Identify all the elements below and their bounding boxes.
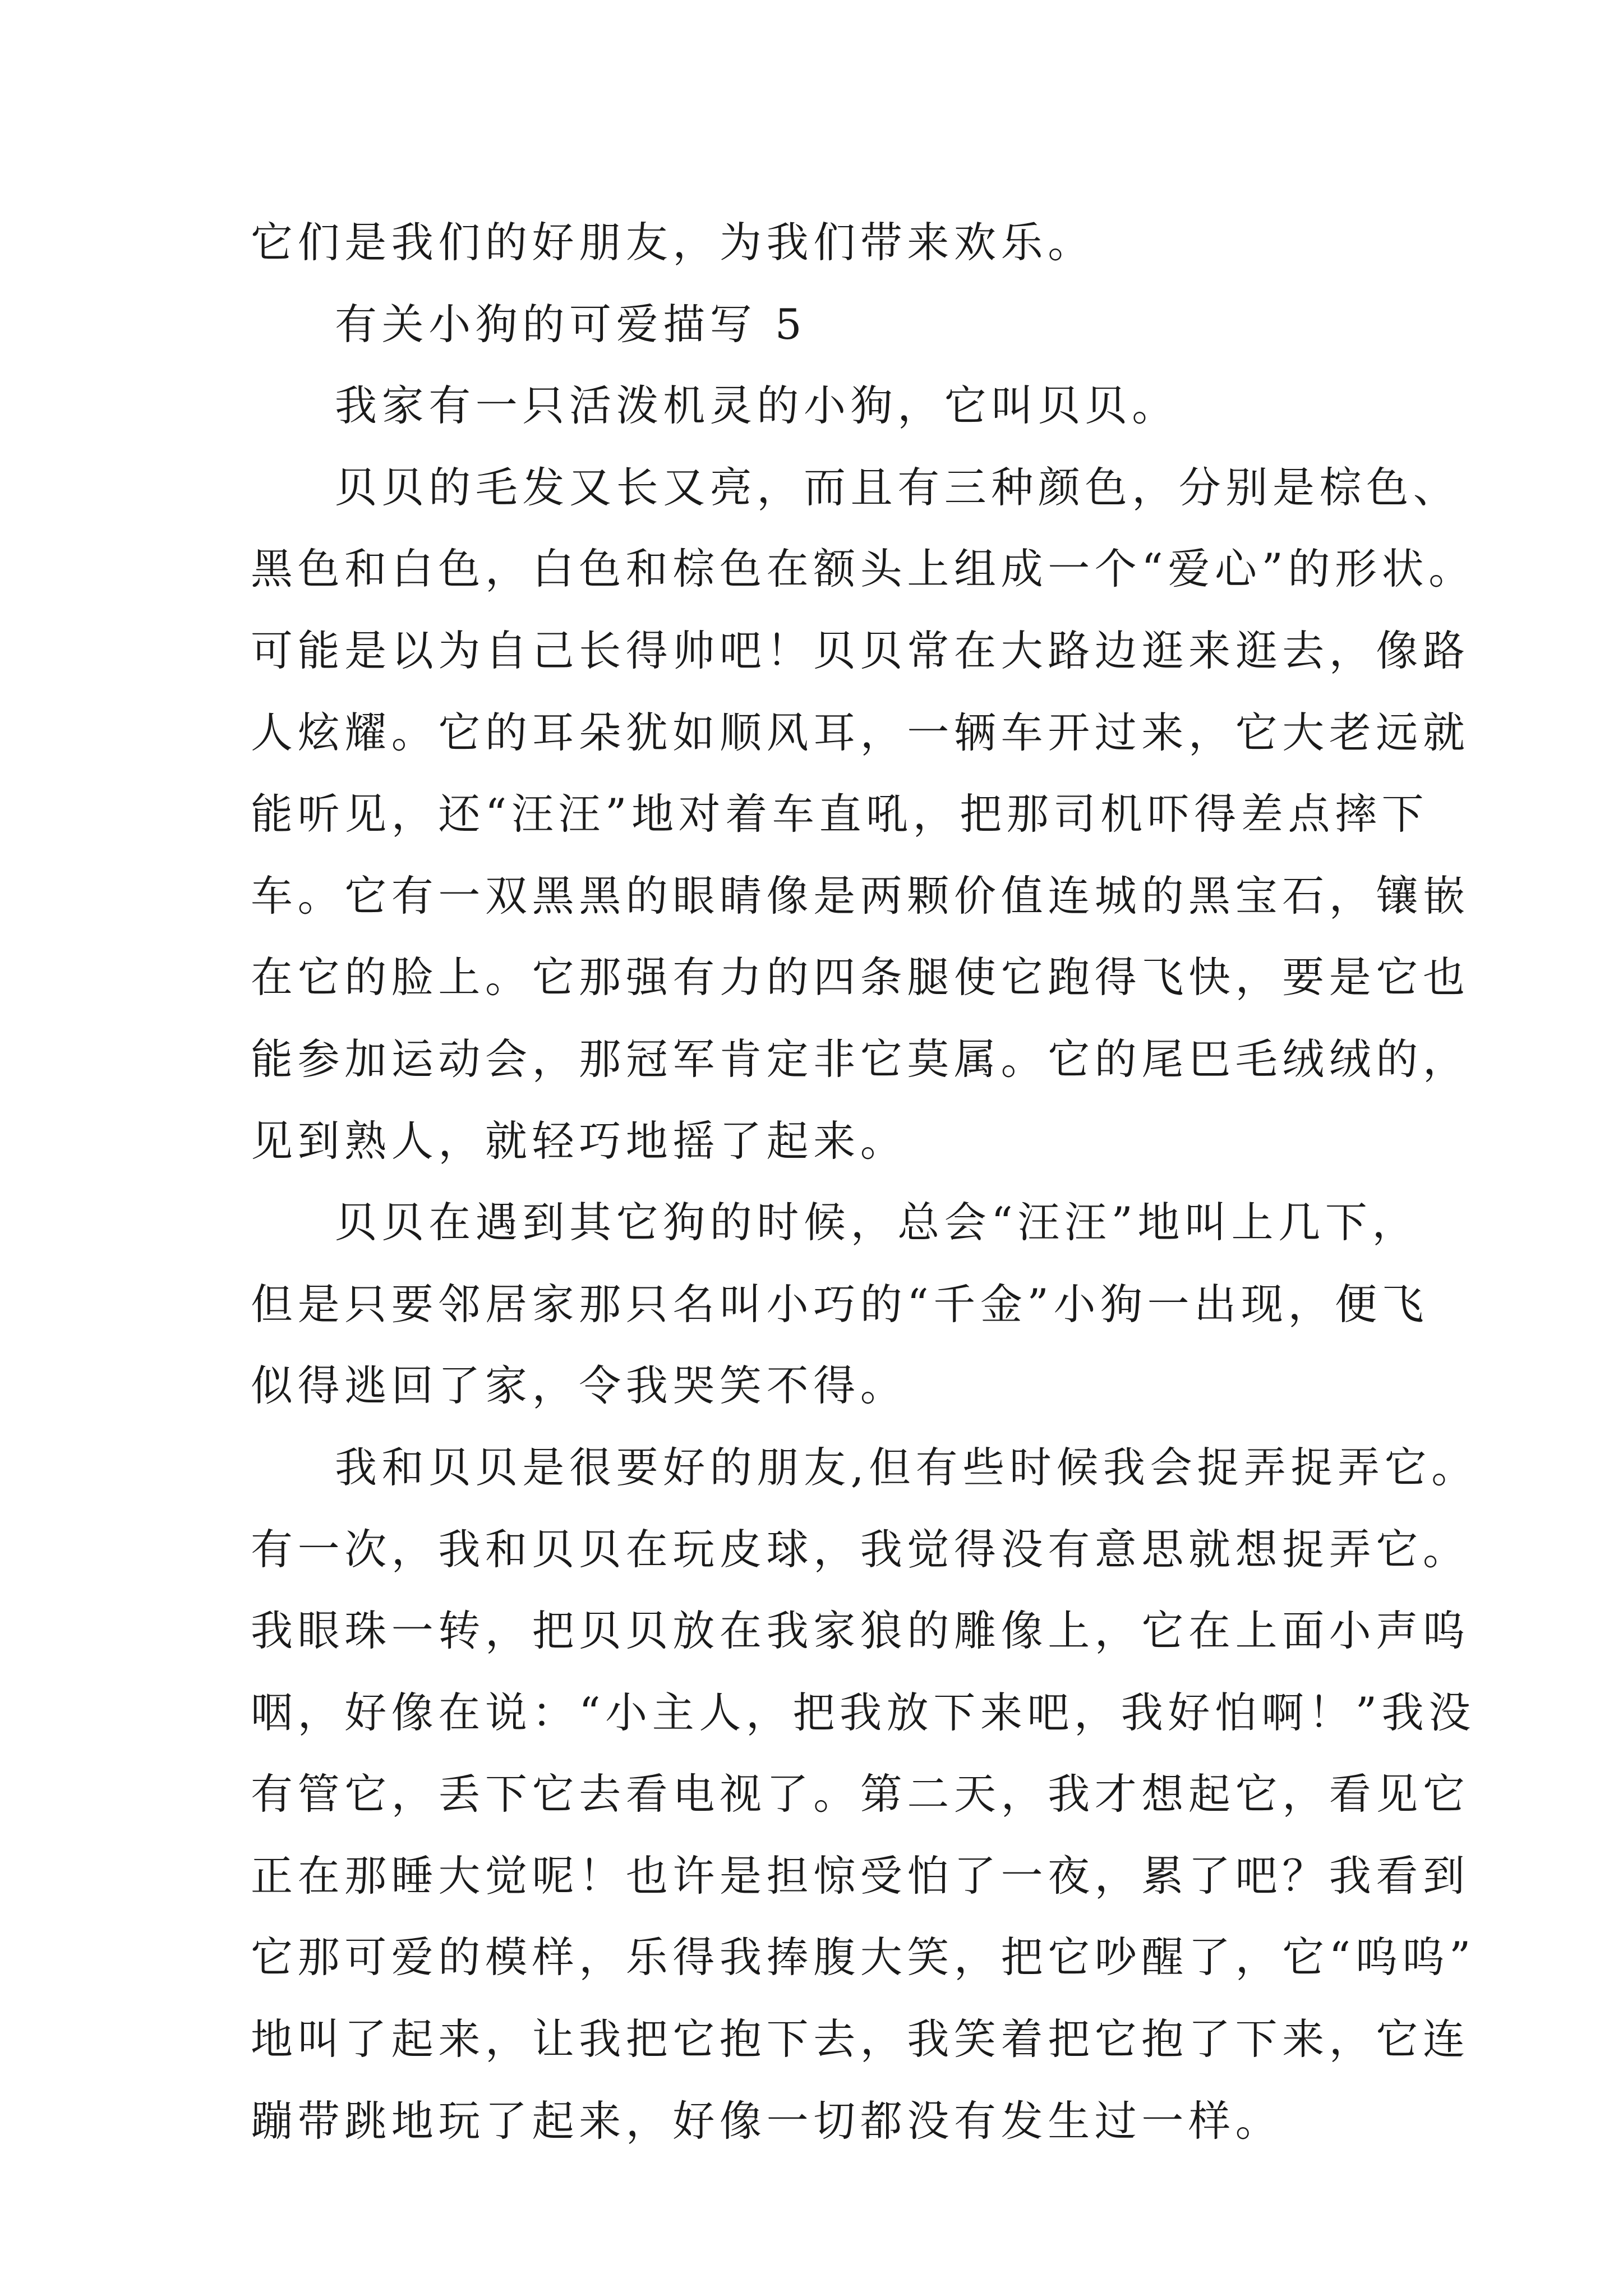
text-line-17: 有一次，我和贝贝在玩皮球，我觉得没有意思就想捉弄它。 (251, 1524, 1470, 1574)
document-body (251, 202, 1478, 2162)
text-line-3: 我家有一只活泼机灵的小狗，它叫贝贝。 (335, 381, 1179, 431)
text-line-20: 有管它，丢下它去看电视了。第二天，我才想起它，看见它 (251, 1769, 1470, 1819)
text-line-1: 它们是我们的好朋友，为我们带来欢乐。 (251, 218, 1095, 267)
text-line-24: 蹦带跳地玩了起来，好像一切都没有发生过一样。 (251, 2096, 1283, 2146)
text-line-21: 正在那睡大觉呢！也许是担惊受怕了一夜，累了吧？我看到 (251, 1851, 1470, 1901)
text-line-7: 人炫耀。它的耳朵犹如顺风耳，一辆车开过来，它大老远就 (251, 707, 1470, 757)
text-line-22: 它那可爱的模样，乐得我捧腹大笑，把它吵醒了，它“呜呜” (251, 1932, 1476, 1982)
section-heading: 有关小狗的可爱描写 5 (335, 299, 807, 349)
text-line-23: 地叫了起来，让我把它抱下去，我笑着把它抱了下来，它连 (251, 2014, 1470, 2064)
text-line-9: 车。它有一双黑黑的眼睛像是两颗价值连城的黑宝石，镶嵌 (251, 871, 1470, 921)
text-line-4: 贝贝的毛发又长又亮，而且有三种颜色，分别是棕色、 (335, 462, 1460, 512)
text-line-13: 贝贝在遇到其它狗的时候，总会“汪汪”地叫上几下， (335, 1198, 1419, 1248)
text-line-16: 我和贝贝是很要好的朋友,但有些时候我会捉弄捉弄它。 (335, 1442, 1478, 1492)
text-line-12: 见到熟人，就轻巧地摇了起来。 (251, 1116, 907, 1166)
text-line-18: 我眼珠一转，把贝贝放在我家狼的雕像上，它在上面小声呜 (251, 1606, 1470, 1656)
text-line-8: 能听见，还“汪汪”地对着车直吼，把那司机吓得差点摔下 (251, 789, 1429, 839)
text-line-5: 黑色和白色，白色和棕色在额头上组成一个“爱心”的形状。 (251, 544, 1476, 594)
text-line-19: 咽，好像在说：“小主人，把我放下来吧，我好怕啊！”我没 (251, 1687, 1476, 1737)
text-line-6: 可能是以为自己长得帅吧！贝贝常在大路边逛来逛去，像路 (251, 625, 1470, 675)
text-line-11: 能参加运动会，那冠军肯定非它莫属。它的尾巴毛绒绒的， (251, 1034, 1470, 1084)
text-line-10: 在它的脸上。它那强有力的四条腿使它跑得飞快，要是它也 (251, 953, 1470, 1002)
text-line-15: 似得逃回了家，令我哭笑不得。 (251, 1361, 907, 1411)
text-line-14: 但是只要邻居家那只名叫小巧的“千金”小狗一出现，便飞 (251, 1279, 1429, 1329)
